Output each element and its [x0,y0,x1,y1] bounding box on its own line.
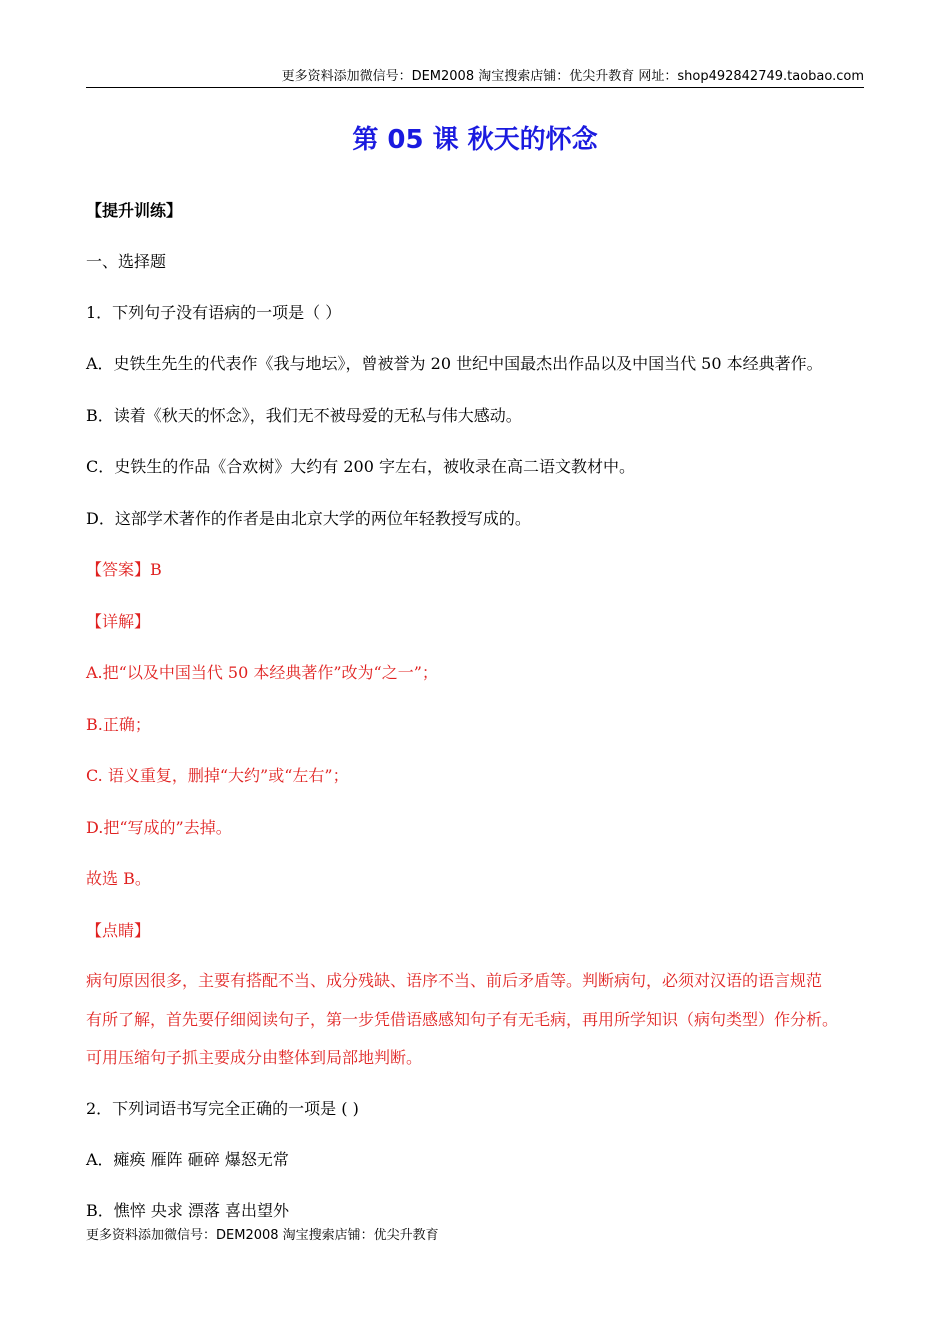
tip-line: 可用压缩句子抓主要成分由整体到局部地判断。 [86,1048,423,1067]
question-stem: 2．下列词语书写完全正确的一项是 ( ) [86,1099,359,1118]
explain-line: A.把“以及中国当代 50 本经典著作”改为“之一”； [86,663,438,682]
explain-conclusion: 故选 B。 [86,869,151,888]
header-text: 更多资料添加微信号：DEM2008 淘宝搜索店铺：优尖升教育 网址：shop492842749.taobao.com [281,69,864,84]
tip-line: 病句原因很多，主要有搭配不当、成分残缺、语序不当、前后矛盾等。判断病句，必须对汉语的语言规范 [86,971,823,990]
page-footer: 更多资料添加微信号：DEM2008 淘宝搜索店铺：优尖升教育 [86,1228,439,1243]
option-a: A．瘫痪 雁阵 砸碎 爆怒无常 [86,1150,289,1169]
tip-line: 有所了解，首先要仔细阅读句子，第一步凭借语感感知句子有无毛病，再用所学知识（病句类型）作分析。 [86,1010,839,1029]
tip-label: 【点睛】 [86,921,151,940]
option-b: B．憔悴 央求 漂落 喜出望外 [86,1201,290,1220]
part-label: 一、选择题 [86,252,167,271]
explain-line: D.把“写成的”去掉。 [86,818,232,837]
explain-line: B.正确； [86,715,151,734]
option-c: C．史铁生的作品《合欢树》大约有 200 字左右，被收录在高二语文教材中。 [86,457,635,476]
answer-label: 【答案】B [86,560,162,579]
header-rule [86,87,864,88]
section-label: 【提升训练】 [86,201,183,220]
option-d: D．这部学术著作的作者是由北京大学的两位年轻教授写成的。 [86,509,531,528]
explain-label: 【详解】 [86,612,151,631]
option-a: A．史铁生先生的代表作《我与地坛》，曾被誉为 20 世纪中国最杰出作品以及中国当代 50 本经典著作。 [86,354,823,373]
page-title: 第 05 课 秋天的怀念 [352,125,598,155]
question-stem: 1．下列句子没有语病的一项是（ ） [86,303,342,322]
explain-line: C. 语义重复，删掉“大约”或“左右”； [86,766,349,785]
option-b: B．读着《秋天的怀念》，我们无不被母爱的无私与伟大感动。 [86,406,522,425]
